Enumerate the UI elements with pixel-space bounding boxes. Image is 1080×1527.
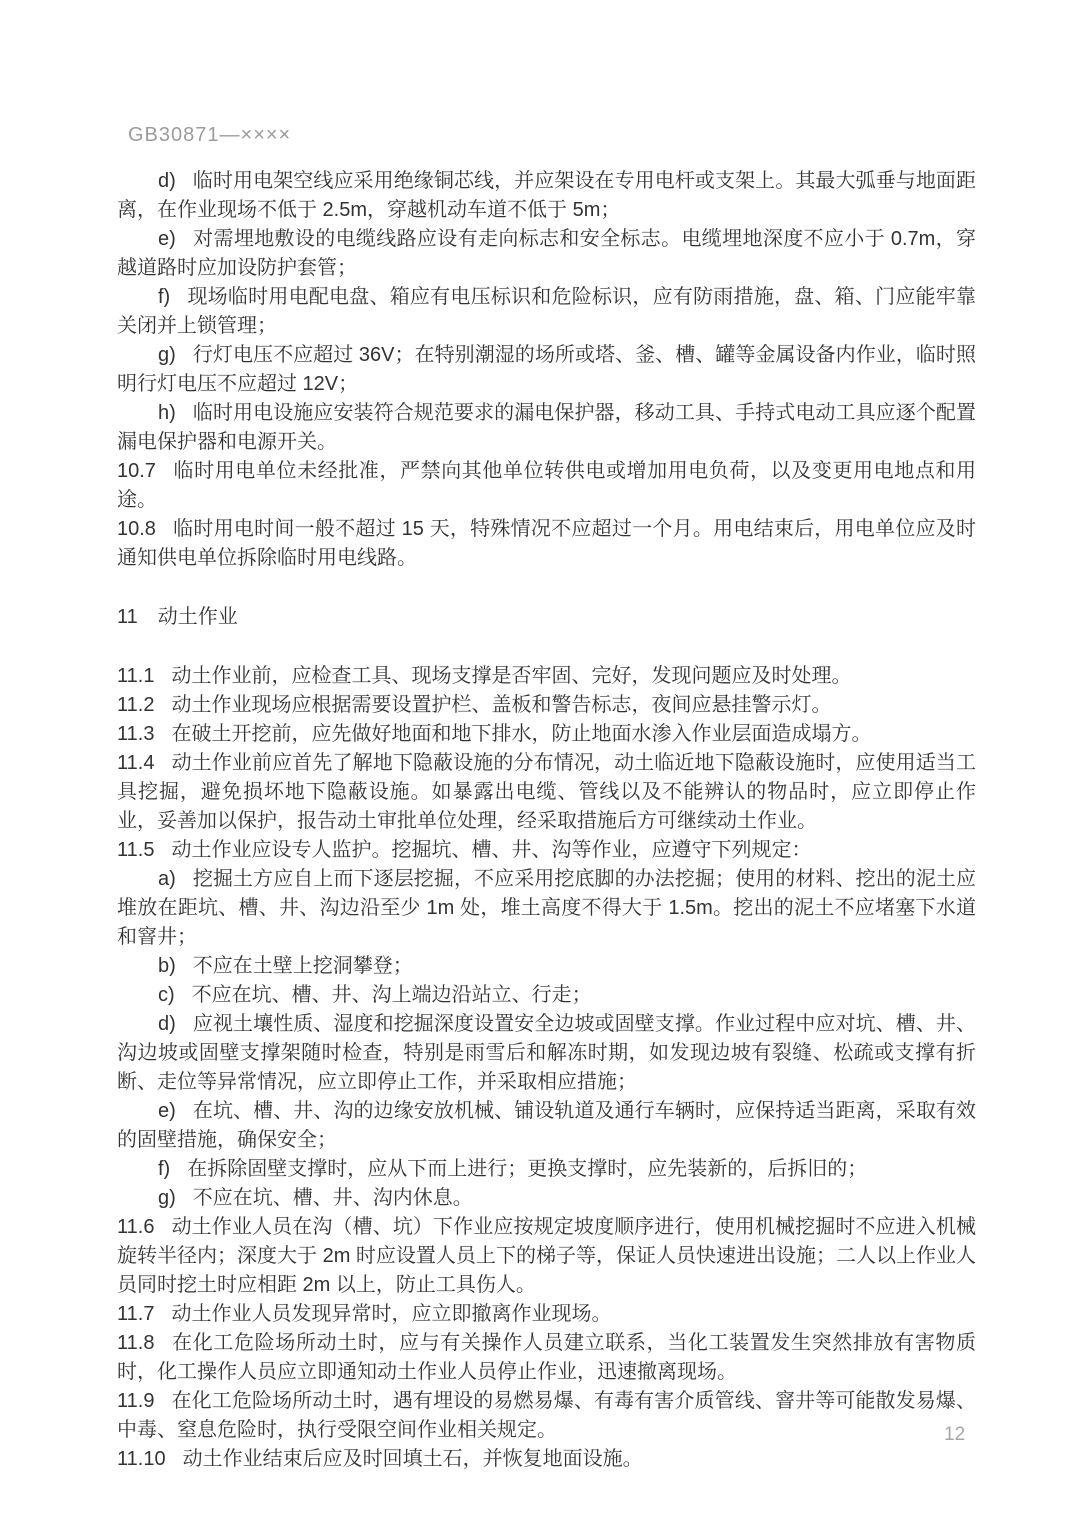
clause-10-8 [117,515,976,573]
list-item-h-leakage-protector [117,399,976,457]
item-text: 临时用电架空线应采用绝缘铜芯线，并应架设在专用电杆或支架上。其最大弧垂与地面距离，在作业现场不低于 2.5m，穿越机动车道不低于 5m； [117,170,976,221]
item-text: 不应在坑、槽、井、沟内休息。 [192,1187,473,1209]
clause-text: 动土作业应设专人监护。挖掘坑、槽、井、沟等作业，应遵守下列规定： [171,839,812,861]
clause-number: 11.9 [117,1390,155,1412]
clause-text: 在破土开挖前，应先做好地面和地下排水，防止地面水渗入作业层面造成塌方。 [171,723,872,745]
clause-text: 动土作业人员在沟（槽、坑）下作业应按规定坡度顺序进行，使用机械挖掘时不应进入机械旋转半径内；深度大于 2m 时应设置人员上下的梯子等，保证人员快速进出设施；二人以上作业人员同时挖土时应相距 2m 以上，防止工具伤人。 [117,1216,976,1296]
clause-11-8 [117,1329,976,1387]
clause-11-10 [117,1445,976,1474]
clause-text: 临时用电单位未经批准，严禁向其他单位转供电或增加用电负荷，以及变更用电地点和用途。 [117,460,976,511]
item-text: 不应在坑、槽、井、沟上端边沿站立、行走； [191,984,592,1006]
item-label: f) [158,1158,171,1180]
section-number: 11 [117,606,138,628]
clause-11-1 [117,662,976,691]
list-item-b-no-climbing [117,952,976,981]
item-text: 在拆除固壁支撑时，应从下而上进行；更换支撑时，应先装新的，后拆旧的； [187,1158,868,1180]
item-label: g) [158,344,176,366]
clause-11-5 [117,836,976,865]
item-text: 挖掘土方应自上而下逐层挖掘，不应采用挖底脚的办法挖掘；使用的材料、挖出的泥土应堆放在距坑、槽、井、沟边沿至少 1m 处，堆土高度不得大于 1.5m。挖出的泥土不应堵塞下水道和窨井； [117,868,976,948]
section-heading-11-earth-moving [117,603,976,632]
clause-text: 在化工危险场所动土时，应与有关操作人员建立联系，当化工装置发生突然排放有害物质时，化工操作人员应立即通知动土作业人员停止作业，迅速撤离现场。 [117,1332,976,1383]
clause-10-7 [117,457,976,515]
page-number: 12 [944,1424,966,1445]
clause-text: 动土作业现场应根据需要设置护栏、盖板和警告标志，夜间应悬挂警示灯。 [171,694,832,716]
list-item-d-slope-support [117,1010,976,1097]
item-label: d) [158,1013,176,1035]
clause-number: 11.10 [117,1448,166,1470]
clause-number: 11.8 [117,1332,155,1354]
document-body [117,122,976,1474]
item-label: h) [158,402,176,424]
item-text: 临时用电设施应安装符合规范要求的漏电保护器，移动工具、手持式电动工具应逐个配置漏电保护器和电源开关。 [117,402,976,453]
item-text: 不应在土壁上挖洞攀登； [192,955,413,977]
item-label: g) [158,1187,176,1209]
item-text: 行灯电压不应超过 36V；在特别潮湿的场所或塔、釜、槽、罐等金属设备内作业，临时照明行灯电压不应超过 12V； [117,344,976,395]
item-text: 在坑、槽、井、沟的边缘安放机械、铺设轨道及通行车辆时，应保持适当距离，采取有效的固壁措施，确保安全； [117,1100,976,1151]
item-label: c) [158,984,175,1006]
list-item-e-buried-cable [117,225,976,283]
clause-text: 动土作业前，应检查工具、现场支撑是否牢固、完好，发现问题应及时处理。 [171,665,852,687]
clause-number: 11.4 [117,752,155,774]
clause-text: 临时用电时间一般不超过 15 天，特殊情况不应超过一个月。用电结束后，用电单位应及时通知供电单位拆除临时用电线路。 [117,518,976,569]
list-item-f-support-removal [117,1155,976,1184]
clause-11-6 [117,1213,976,1300]
list-item-f-distribution-panel [117,283,976,341]
clause-11-3 [117,720,976,749]
list-item-c-no-standing-on-edge [117,981,976,1010]
clause-number: 11.2 [117,694,155,716]
clause-11-9 [117,1387,976,1445]
item-label: e) [158,1100,176,1122]
item-label: a) [158,868,176,890]
list-item-e-machinery-distance [117,1097,976,1155]
clause-text: 动土作业结束后应及时回填土石，并恢复地面设施。 [182,1448,643,1470]
clause-11-4 [117,749,976,836]
section-title: 动土作业 [157,606,238,628]
list-item-d-temporary-power-line [117,167,976,225]
item-text: 对需埋地敷设的电缆线路应设有走向标志和安全标志。电缆埋地深度不应小于 0.7m，穿越道路时应加设防护套管； [117,228,976,279]
document-code-header: GB30871—×××× [128,124,292,146]
clause-number: 11.6 [117,1216,155,1238]
list-item-a-excavation-method [117,865,976,952]
item-text: 应视土壤性质、湿度和挖掘深度设置安全边坡或固壁支撑。作业过程中应对坑、槽、井、沟边坡或固壁支撑架随时检查，特别是雨雪后和解冻时期，如发现边坡有裂缝、松疏或支撑有折断、走位等异常情况，应立即停止工作，并采取相应措施； [117,1013,976,1093]
item-label: e) [158,228,176,250]
clause-11-7 [117,1300,976,1329]
clause-number: 10.7 [117,460,156,482]
clause-number: 11.1 [117,665,155,687]
item-label: b) [158,955,176,977]
clause-number: 10.8 [117,518,156,540]
list-item-g-lamp-voltage [117,341,976,399]
clause-text: 动土作业前应首先了解地下隐蔽设施的分布情况，动土临近地下隐蔽设施时，应使用适当工具挖掘，避免损坏地下隐蔽设施。如暴露出电缆、管线以及不能辨认的物品时，应立即停止作业，妥善加以保护，报告动土审批单位处理，经采取措施后方可继续动土作业。 [117,752,976,832]
list-item-g-no-resting [117,1184,976,1213]
clause-text: 动土作业人员发现异常时，应立即撤离作业现场。 [171,1303,612,1325]
item-label: d) [158,170,176,192]
item-label: f) [158,286,171,308]
clause-11-2 [117,691,976,720]
clause-number: 11.7 [117,1303,155,1325]
clause-number: 11.5 [117,839,155,861]
clause-text: 在化工危险场所动土时，遇有埋设的易燃易爆、有毒有害介质管线、窨井等可能散发易爆、中毒、窒息危险时，执行受限空间作业相关规定。 [117,1390,976,1441]
item-text: 现场临时用电配电盘、箱应有电压标识和危险标识，应有防雨措施，盘、箱、门应能牢靠关闭并上锁管理； [117,286,976,337]
clause-number: 11.3 [117,723,155,745]
